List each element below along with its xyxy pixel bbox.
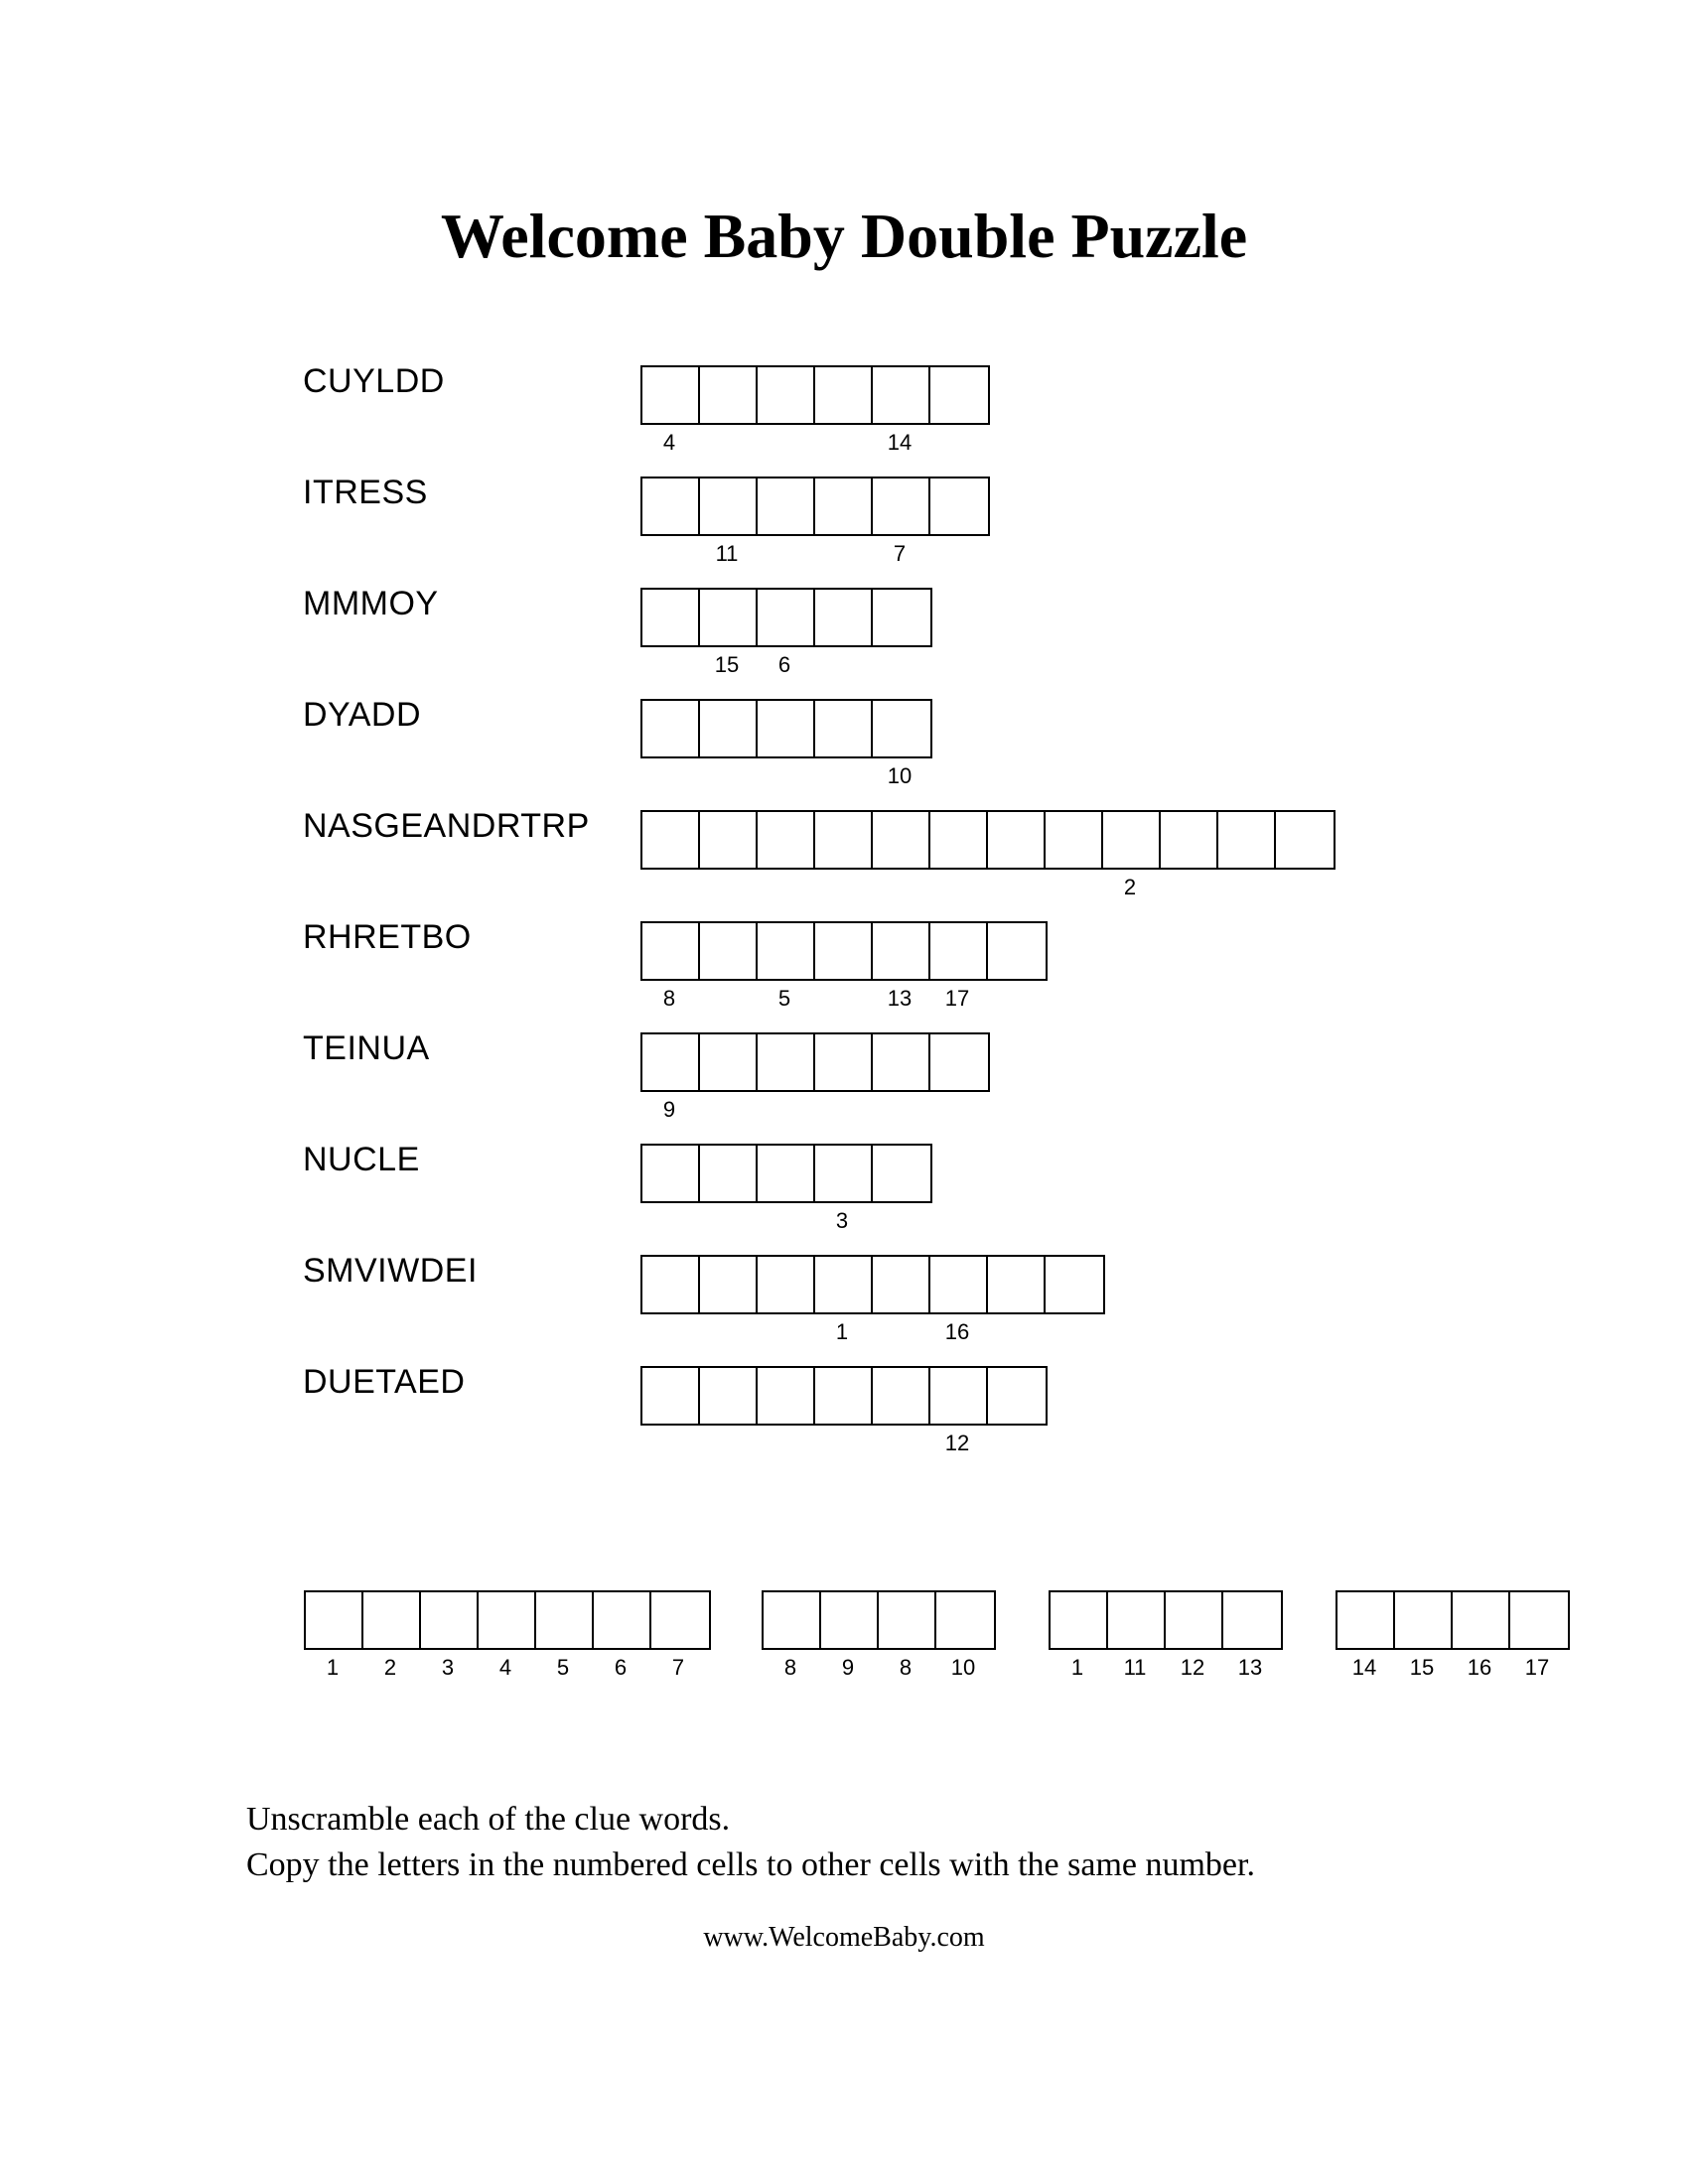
cell-number: 1 [326, 1655, 340, 1680]
final-letter-cell[interactable] [1221, 1590, 1283, 1650]
letter-cell[interactable] [928, 921, 990, 981]
cell-number: 11 [715, 541, 739, 566]
cell-number: 12 [944, 1431, 970, 1455]
letter-cell[interactable] [813, 921, 875, 981]
clue-word: RHRETBO [303, 918, 472, 956]
letter-cell[interactable] [871, 699, 932, 758]
cell-number: 3 [441, 1655, 455, 1680]
instruction-line-1: Unscramble each of the clue words. [246, 1801, 731, 1838]
final-letter-cell[interactable] [1336, 1590, 1397, 1650]
final-letter-cell[interactable] [762, 1590, 823, 1650]
cell-number: 10 [887, 763, 913, 788]
letter-cell[interactable] [698, 921, 760, 981]
final-letter-cell[interactable] [419, 1590, 481, 1650]
cell-number: 8 [783, 1655, 797, 1680]
letter-cell[interactable] [698, 1144, 760, 1203]
letter-cell[interactable] [928, 1255, 990, 1314]
letter-cell[interactable] [640, 1144, 702, 1203]
letter-cell[interactable] [698, 1255, 760, 1314]
cell-number: 2 [1123, 875, 1137, 899]
cell-number: 16 [944, 1319, 970, 1344]
letter-cell[interactable] [1159, 810, 1220, 870]
clue-word: ITRESS [303, 474, 428, 511]
letter-cell[interactable] [756, 921, 817, 981]
page-title: Welcome Baby Double Puzzle [440, 201, 1248, 271]
cell-number: 1 [835, 1319, 849, 1344]
letter-cell[interactable] [698, 699, 760, 758]
cell-number: 9 [662, 1097, 676, 1122]
clue-word: NASGEANDRTRP [303, 807, 590, 845]
letter-cell[interactable] [756, 810, 817, 870]
clue-row [0, 1252, 1688, 1354]
letter-cell[interactable] [871, 1032, 932, 1092]
letter-cell[interactable] [698, 477, 760, 536]
clue-row [0, 474, 1688, 576]
website-url: www.WelcomeBaby.com [703, 1922, 985, 1953]
letter-cell[interactable] [640, 921, 702, 981]
letter-cell[interactable] [986, 921, 1048, 981]
letter-cell[interactable] [640, 365, 702, 425]
final-letter-cell[interactable] [592, 1590, 653, 1650]
letter-cell[interactable] [871, 921, 932, 981]
cell-number: 2 [383, 1655, 397, 1680]
clue-word: DYADD [303, 696, 421, 734]
letter-cell[interactable] [813, 810, 875, 870]
cell-number: 17 [1524, 1655, 1550, 1680]
letter-cell[interactable] [813, 1366, 875, 1426]
cell-number: 9 [841, 1655, 855, 1680]
cell-number: 4 [498, 1655, 512, 1680]
cell-number: 7 [671, 1655, 685, 1680]
letter-cell[interactable] [640, 588, 702, 647]
final-letter-cell[interactable] [1106, 1590, 1168, 1650]
letter-cell[interactable] [813, 477, 875, 536]
cell-number: 13 [1237, 1655, 1263, 1680]
clue-row [0, 696, 1688, 798]
clue-word: MMMOY [303, 585, 439, 622]
cell-number: 8 [899, 1655, 913, 1680]
final-letter-cell[interactable] [304, 1590, 365, 1650]
final-letter-cell[interactable] [1049, 1590, 1110, 1650]
letter-cell[interactable] [986, 810, 1048, 870]
cell-number: 16 [1467, 1655, 1492, 1680]
clue-row [0, 1363, 1688, 1465]
final-letter-cell[interactable] [1164, 1590, 1225, 1650]
final-letter-cell[interactable] [477, 1590, 538, 1650]
cell-number: 15 [714, 652, 740, 677]
clue-word: CUYLDD [303, 362, 445, 400]
final-letter-cell[interactable] [649, 1590, 711, 1650]
letter-cell[interactable] [986, 1366, 1048, 1426]
letter-cell[interactable] [928, 365, 990, 425]
final-letter-cell[interactable] [361, 1590, 423, 1650]
clue-row [0, 807, 1688, 909]
letter-cell[interactable] [813, 365, 875, 425]
letter-cell[interactable] [698, 810, 760, 870]
letter-cell[interactable] [928, 810, 990, 870]
clue-row [0, 585, 1688, 687]
clue-row [0, 918, 1688, 1021]
letter-cell[interactable] [871, 1144, 932, 1203]
cell-number: 17 [944, 986, 970, 1011]
cell-number: 5 [556, 1655, 570, 1680]
letter-cell[interactable] [756, 1255, 817, 1314]
clue-word: TEINUA [303, 1029, 430, 1067]
letter-cell[interactable] [698, 365, 760, 425]
letter-cell[interactable] [698, 1366, 760, 1426]
letter-cell[interactable] [756, 477, 817, 536]
clue-row [0, 1141, 1688, 1243]
final-letter-cell[interactable] [877, 1590, 938, 1650]
final-letter-cell[interactable] [1508, 1590, 1570, 1650]
instruction-line-2: Copy the letters in the numbered cells to other cells with the same number. [246, 1846, 1255, 1883]
letter-cell[interactable] [813, 588, 875, 647]
cell-number: 7 [893, 541, 907, 566]
letter-cell[interactable] [640, 477, 702, 536]
letter-cell[interactable] [698, 1032, 760, 1092]
letter-cell[interactable] [871, 810, 932, 870]
letter-cell[interactable] [928, 1366, 990, 1426]
cell-number: 6 [777, 652, 791, 677]
cell-number: 8 [662, 986, 676, 1011]
final-letter-cell[interactable] [1451, 1590, 1512, 1650]
letter-cell[interactable] [640, 1255, 702, 1314]
cell-number: 13 [887, 986, 913, 1011]
letter-cell[interactable] [871, 588, 932, 647]
letter-cell[interactable] [871, 1255, 932, 1314]
final-letter-cell[interactable] [1393, 1590, 1455, 1650]
letter-cell[interactable] [871, 365, 932, 425]
letter-cell[interactable] [986, 1255, 1048, 1314]
letter-cell[interactable] [640, 1366, 702, 1426]
cell-number: 11 [1123, 1655, 1147, 1680]
clue-word: NUCLE [303, 1141, 420, 1178]
letter-cell[interactable] [756, 1366, 817, 1426]
final-letter-cell[interactable] [534, 1590, 596, 1650]
letter-cell[interactable] [698, 588, 760, 647]
letter-cell[interactable] [640, 699, 702, 758]
cell-number: 15 [1409, 1655, 1435, 1680]
cell-number: 3 [835, 1208, 849, 1233]
clue-word: DUETAED [303, 1363, 466, 1401]
letter-cell[interactable] [1216, 810, 1278, 870]
clue-row [0, 362, 1688, 465]
letter-cell[interactable] [756, 365, 817, 425]
cell-number: 14 [887, 430, 913, 455]
cell-number: 1 [1070, 1655, 1084, 1680]
cell-number: 10 [950, 1655, 976, 1680]
letter-cell[interactable] [813, 1032, 875, 1092]
letter-cell[interactable] [871, 1366, 932, 1426]
cell-number: 4 [662, 430, 676, 455]
letter-cell[interactable] [1044, 1255, 1105, 1314]
clue-row [0, 1029, 1688, 1132]
letter-cell[interactable] [640, 810, 702, 870]
letter-cell[interactable] [1101, 810, 1163, 870]
letter-cell[interactable] [640, 1032, 702, 1092]
letter-cell[interactable] [756, 1144, 817, 1203]
letter-cell[interactable] [813, 699, 875, 758]
letter-cell[interactable] [928, 477, 990, 536]
letter-cell[interactable] [756, 699, 817, 758]
cell-number: 14 [1351, 1655, 1377, 1680]
letter-cell[interactable] [813, 1255, 875, 1314]
cell-number: 5 [777, 986, 791, 1011]
letter-cell[interactable] [813, 1144, 875, 1203]
cell-number: 6 [614, 1655, 628, 1680]
letter-cell[interactable] [928, 1032, 990, 1092]
clue-word: SMVIWDEI [303, 1252, 478, 1290]
final-letter-cell[interactable] [819, 1590, 881, 1650]
letter-cell[interactable] [1044, 810, 1105, 870]
letter-cell[interactable] [871, 477, 932, 536]
letter-cell[interactable] [1274, 810, 1336, 870]
letter-cell[interactable] [756, 1032, 817, 1092]
letter-cell[interactable] [756, 588, 817, 647]
final-letter-cell[interactable] [934, 1590, 996, 1650]
cell-number: 12 [1180, 1655, 1205, 1680]
